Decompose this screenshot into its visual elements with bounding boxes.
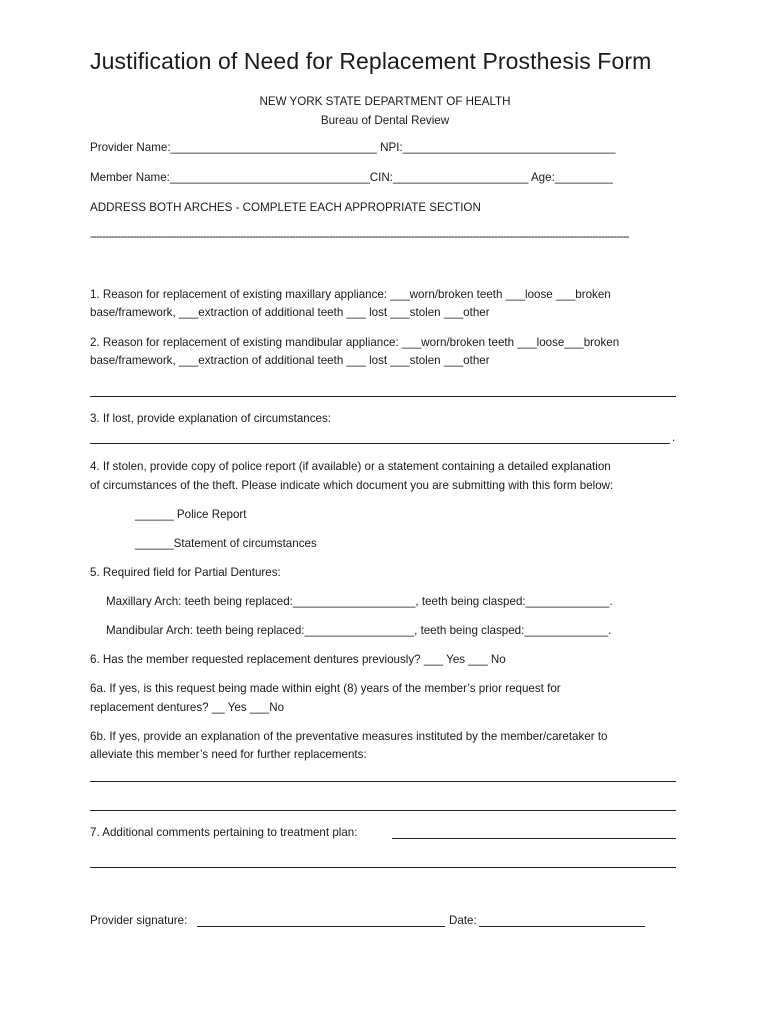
question-2-line-1[interactable]: 2. Reason for replacement of existing mandibular appliance: ___worn/broken teeth ___loose___broken: [90, 336, 620, 349]
provider-name-field[interactable]: Provider Name:________________________________ NPI:_________________________________: [90, 141, 616, 154]
member-name-field[interactable]: Member Name:_______________________________CIN:_____________________ Age:_________: [90, 171, 613, 184]
question-4-line-1: 4. If stolen, provide copy of police report (if available) or a statement containing a detailed explanation: [90, 460, 611, 473]
dashed-separator: --------------------------------------------------------------------------------------------------------------------------------------------------------------------------------: [90, 230, 629, 243]
question-3: 3. If lost, provide explanation of circumstances:: [90, 412, 332, 425]
page-title: Justification of Need for Replacement Prosthesis Form: [90, 48, 652, 74]
date-label: Date:: [449, 914, 477, 927]
question-6b-line-2: alleviate this member’s need for further replacements:: [90, 748, 367, 761]
question-6[interactable]: 6. Has the member requested replacement dentures previously? ___ Yes ___ No: [90, 653, 506, 666]
date-line[interactable]: [479, 926, 645, 927]
instruction-text: ADDRESS BOTH ARCHES - COMPLETE EACH APPROPRIATE SECTION: [90, 201, 481, 214]
preventative-measures-line-1[interactable]: [90, 781, 676, 782]
comments-line-1[interactable]: [392, 838, 676, 839]
comments-line-2[interactable]: [90, 867, 676, 868]
answer-line[interactable]: [90, 396, 676, 397]
question-1-line-1[interactable]: 1. Reason for replacement of existing maxillary appliance: ___worn/broken teeth ___loose ___broken: [90, 288, 611, 301]
preventative-measures-line-2[interactable]: [90, 810, 676, 811]
bureau-name: Bureau of Dental Review: [320, 114, 450, 127]
question-6a-line-2[interactable]: replacement dentures? __ Yes ___No: [90, 701, 285, 714]
question-6a-line-1: 6a. If yes, is this request being made within eight (8) years of the member’s prior request for: [90, 682, 561, 695]
maxillary-arch-field[interactable]: Maxillary Arch: teeth being replaced:___________________, teeth being clasped:_____________.: [106, 595, 613, 608]
question-2-line-2[interactable]: base/framework, ___extraction of additional teeth ___ lost ___stolen ___other: [90, 354, 490, 367]
question-6b-line-1: 6b. If yes, provide an explanation of the preventative measures instituted by the member/caretaker to: [90, 730, 608, 743]
question-7: 7. Additional comments pertaining to treatment plan:: [90, 826, 358, 839]
mandibular-arch-field[interactable]: Mandibular Arch: teeth being replaced:_________________, teeth being clasped:_____________.: [106, 624, 612, 637]
question-4-line-2: of circumstances of the theft. Please indicate which document you are submitting with this form below:: [90, 479, 614, 492]
department-name: NEW YORK STATE DEPARTMENT OF HEALTH: [259, 95, 511, 108]
question-1-line-2[interactable]: base/framework, ___extraction of additional teeth ___ lost ___stolen ___other: [90, 306, 490, 319]
statement-option[interactable]: ______Statement of circumstances: [135, 537, 317, 550]
question-5-label: 5. Required field for Partial Dentures:: [90, 566, 281, 579]
period-mark: .: [672, 431, 676, 444]
provider-signature-line[interactable]: [197, 926, 445, 927]
provider-signature-label: Provider signature:: [90, 914, 188, 927]
lost-explanation-line[interactable]: [90, 443, 670, 444]
police-report-option[interactable]: ______ Police Report: [135, 508, 247, 521]
